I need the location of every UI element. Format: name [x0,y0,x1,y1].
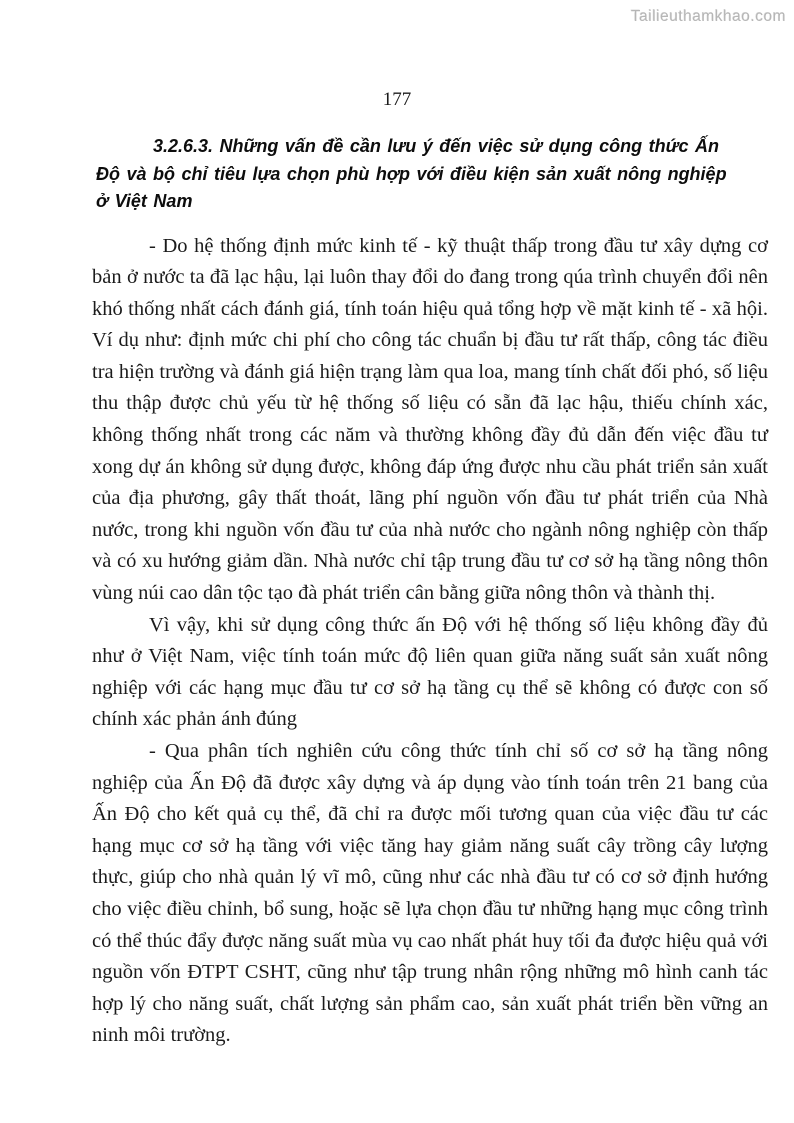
section-heading: 3.2.6.3. Những vấn đề cần lưu ý đến việc sử dụng công thức Ấn Độ và bộ chỉ tiêu lựa chọn phù hợp với điều kiện sản xuất nông nghiệp ở Việt Nam [96,136,727,211]
paragraph-3: - Qua phân tích nghiên cứu công thức tính chỉ số cơ sở hạ tầng nông nghiệp của Ấn Độ đã được xây dựng và áp dụng vào tính toán trên 21 bang của Ấn Độ cho kết quả cụ thể, đã chỉ ra được mối tương quan của việc đầu tư các hạng mục cơ sở hạ tầng với việc tăng hay giảm năng suất cây trồng cây lượng thực, giúp cho nhà quản lý vĩ mô, cũng như các nhà đầu tư có cơ sở định hướng cho việc điều chỉnh, bổ sung, hoặc sẽ lựa chọn đầu tư những hạng mục công trình có thể thúc đẩy được năng suất mùa vụ cao nhất phát huy tối đa được hiệu quả với nguồn vốn ĐTPT CSHT, cũng như tập trung nhân rộng những mô hình canh tác hợp lý cho năng suất, chất lượng sản phẩm cao, sản xuất phát triển bền vững an ninh môi trường. [92,740,768,1047]
paragraph-2: Vì vậy, khi sử dụng công thức ấn Độ với hệ thống số liệu không đầy đủ như ở Việt Nam, việc tính toán mức độ liên quan giữa năng suất sản xuất nông nghiệp với các hạng mục đầu tư cơ sở hạ tầng cụ thể sẽ không có được con số chính xác phản ánh đúng [92,613,768,731]
document-body [92,231,768,1052]
site-watermark: Tailieuthamkhao.com [630,8,786,25]
paragraph-1: - Do hệ thống định mức kinh tế - kỹ thuật thấp trong đầu tư xây dựng cơ bản ở nước ta đã lạc hậu, lại luôn thay đổi do đang trong qúa trình chuyển đổi nên khó thống nhất cách đánh giá, tính toán hiệu quả tổng hợp về mặt kinh tế - xã hội. Ví dụ như: định mức chi phí cho công tác chuẩn bị đầu tư rất thấp, công tác điều tra hiện trường và đánh giá hiện trạng làm qua loa, mang tính chất đối phó, số liệu thu thập được chủ yếu từ hệ thống số liệu có sẵn đã lạc hậu, thiếu chính xác, không thống nhất trong các năm và thường không đầy đủ dẫn đến việc đầu tư xong dự án không sử dụng được, không đáp ứng được nhu cầu phát triển sản xuất của địa phương, gây thất thoát, lãng phí nguồn vốn đầu tư phát triển của Nhà nước, trong khi nguồn vốn đầu tư của nhà nước cho ngành nông nghiệp còn thấp và có xu hướng giảm dần. Nhà nước chỉ tập trung đầu tư cơ sở hạ tầng nông thôn vùng núi cao dân tộc tạo đà phát triển cân bằng giữa nông thôn và thành thị. [92,234,768,605]
page-number: 177 [382,89,412,110]
